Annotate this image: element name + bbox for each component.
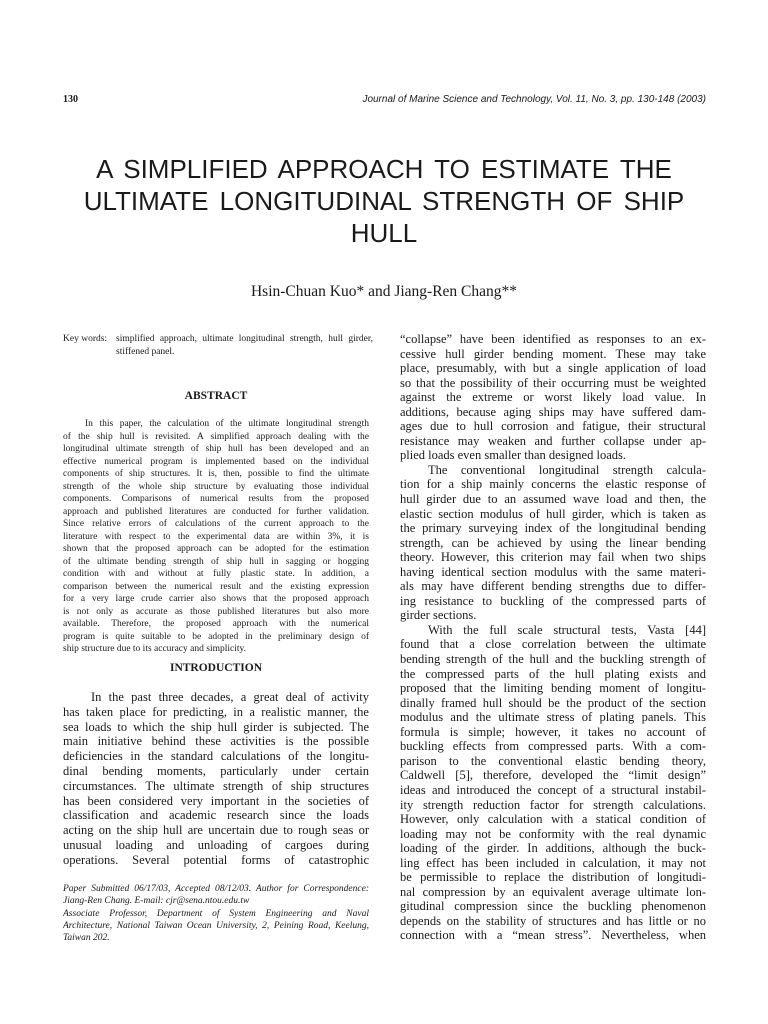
abstract-line: condition with and without at fully plastic state. In addition, a — [63, 569, 369, 579]
body-line: additions, because aging ships may have suffered dam- — [400, 404, 706, 419]
body-line: girder sections. — [400, 608, 477, 623]
abstract-line: for a very large crude carrier also shows that the proposed approach — [63, 594, 369, 604]
keywords-label: Key words: — [63, 334, 108, 344]
body-line: ling effect has been included in calculation, it may not — [400, 855, 706, 870]
journal-header: Journal of Marine Science and Technology, Vol. 11, No. 3, pp. 130-148 (2003) — [362, 94, 706, 105]
footnote-line: Jiang-Ren Chang. E-mail: cjr@sena.ntou.edu.tw — [63, 896, 250, 907]
body-line: depends on the stability of structures and has little or no — [400, 913, 706, 928]
paper-title — [40, 153, 728, 249]
body-line: bending strength of the hull and the buckling strength of — [400, 652, 706, 667]
title-line: HULL — [350, 218, 418, 248]
body-line: classification and academic research since the loads — [63, 808, 369, 823]
introduction-heading: INTRODUCTION — [169, 662, 262, 674]
body-line: loading may not be conformity with the real dynamic — [400, 826, 706, 841]
body-line: However, only calculation with a statical condition of — [400, 812, 706, 827]
body-line: elastic section modulus of hull girder, which is taken as — [400, 506, 706, 521]
abstract-line: ship structure due to its accuracy and simplicity. — [63, 644, 247, 654]
body-line: als may have different bending strengths due to differ- — [400, 579, 706, 594]
body-line: sea loads to which the ship hull girder is subjected. The — [63, 719, 369, 734]
body-line: deficiencies in the standard calculations of the longitu- — [63, 749, 369, 764]
footnote-line: Architecture, National Taiwan Ocean University, 2, Peining Road, Keelung, — [63, 920, 369, 931]
keywords-text — [116, 333, 373, 358]
abstract-line: program is quite suitable to be adopted in the preliminary design of — [63, 631, 369, 642]
abstract-line: available. Therefore, the proposed approach with the numerical — [63, 619, 369, 629]
body-line: connection with a “mean stress”. Nevertheless, when — [400, 928, 706, 943]
body-line: dinal bending moments, particularly under certain — [63, 763, 369, 778]
body-line: dinally framed hull should be the product of the section — [400, 695, 706, 710]
body-line: The conventional longitudinal strength calcula- — [428, 462, 706, 477]
body-line: Caldwell [5], therefore, developed the “limit design” — [400, 768, 706, 783]
footnote-line: Associate Professor, Department of System Engineering and Naval — [63, 908, 369, 919]
abstract-line: comparison between the numerical result and the existing expression — [63, 581, 369, 592]
body-line: circumstances. The ultimate strength of ship structures — [63, 778, 369, 793]
title-line: ULTIMATE LONGITUDINAL STRENGTH OF SHIP — [83, 186, 685, 216]
abstract-line: shown that the proposed approach can be adopted for the estimation — [63, 544, 369, 554]
abstract-body — [63, 418, 369, 656]
body-line: plied loads even smaller than designed loads. — [400, 448, 626, 463]
body-line: strength, can be achieved by using the linear bending — [400, 535, 706, 550]
abstract-line: In this paper, the calculation of the ultimate longitudinal strength — [85, 419, 369, 429]
body-line: place, presumably, with but a single application of load — [400, 361, 706, 376]
footnote-line: Paper Submitted 06/17/03, Accepted 08/12/03. Author for Correspondence: — [63, 884, 369, 894]
body-line: the primary surveying index of the longitudinal bending — [400, 521, 706, 536]
abstract-line: approach and published literatures are conducted for further validation. — [63, 506, 369, 517]
body-line: unusual loading and unloading of cargoes during — [63, 837, 369, 852]
body-line: proposed that the limiting bending moment of longitu- — [400, 681, 706, 696]
footnote — [63, 883, 369, 944]
body-line: hull girder due to an assumed wave load and then, the — [400, 492, 706, 507]
keywords-block — [63, 333, 373, 358]
body-line: has been considered very important in the societies of — [63, 793, 369, 808]
body-line: main initiative behind these activities is the possible — [63, 734, 369, 749]
body-line: ages due to hull corrosion and fatigue, their structural — [400, 419, 706, 434]
abstract-line: components. Comparisons of numerical results from the proposed — [63, 494, 369, 504]
footnote-line: Taiwan 202. — [63, 933, 110, 944]
body-line: against the extreme or worst likely load value. In — [400, 390, 706, 405]
abstract-line: of the ship hull is revisited. A simplified approach dealing with the — [63, 431, 369, 442]
title-line: A SIMPLIFIED APPROACH TO ESTIMATE THE — [96, 154, 672, 184]
abstract-line: is not only as accurate as those published literatures but also more — [63, 606, 369, 617]
abstract-line: Since relative errors of calculations of the current approach to the — [63, 519, 369, 529]
right-column-body — [400, 332, 706, 943]
body-line: the compressed parts of the hull plating exists and — [400, 666, 706, 681]
body-line: operations. Several potential forms of catastrophic — [63, 852, 369, 867]
body-line: loading of the girder. In additions, although the buck- — [400, 841, 706, 856]
body-line: tion for a ship mainly concerns the elastic response of — [400, 477, 706, 492]
body-line: nal compression by an equivalent average ultimate lon- — [400, 884, 706, 899]
body-line: ity strength reduction factor for strength calculations. — [400, 797, 706, 812]
body-line: In the past three decades, a great deal of activity — [91, 690, 369, 704]
body-line: having identical section modulus with the same materi- — [400, 564, 706, 579]
body-line: ideas and introduced the concept of a structural instabil- — [400, 782, 706, 797]
authors: Hsin-Chuan Kuo* and Jiang-Ren Chang** — [250, 283, 518, 300]
body-line: ing resistance to buckling of the compressed parts of — [400, 593, 706, 608]
body-line: resistance may weaken and further collapse under ap- — [400, 433, 706, 448]
abstract-line: effective numerical program is implemented based on the individual — [63, 456, 369, 467]
abstract-line: longitudinal ultimate strength of ship hull has been developed and an — [63, 444, 369, 454]
body-line: formula is simple; however, it takes no account of — [400, 724, 706, 739]
page-number: 130 — [63, 94, 78, 105]
keywords-line: stiffened panel. — [116, 346, 175, 357]
abstract-line: strength of the whole ship structure by evaluating those individual — [63, 481, 369, 492]
body-line: parison to the conventional elastic bending theory, — [400, 753, 706, 768]
body-line: acting on the ship hull are uncertain due to rough seas or — [63, 823, 369, 838]
body-line: With the full scale structural tests, Vasta [44] — [428, 622, 706, 637]
body-line: so that the possibility of their occurring must be weighted — [400, 375, 706, 390]
keywords-line: simplified approach, ultimate longitudinal strength, hull girder, — [116, 334, 373, 344]
body-line: theory. However, this criterion may fail when two ships — [400, 550, 706, 565]
abstract-heading: ABSTRACT — [184, 390, 248, 402]
body-line: “collapse” have been identified as responses to an ex- — [400, 332, 706, 346]
body-line: gitudinal compression since the buckling phenomenon — [400, 899, 706, 914]
body-line: buckling effects from compressed parts. With a com- — [400, 739, 706, 754]
abstract-line: literature with respect to the experimental data are within 3%, it is — [63, 531, 369, 542]
body-line: has taken place for predicting, in a realistic manner, the — [63, 704, 369, 719]
abstract-line: components of ship structures. It is, then, possible to find the ultimate — [63, 469, 369, 479]
body-line: cessive hull girder bending moment. These may take — [400, 346, 706, 361]
body-line: found that a close correlation between the ultimate — [400, 637, 706, 652]
introduction-body — [63, 690, 369, 868]
body-line: be permissible to replace the distribution of longitudi- — [400, 870, 706, 885]
abstract-line: of the ultimate bending strength of ship hull in sagging or hogging — [63, 556, 369, 567]
body-line: modulus and the ultimate stress of plating panels. This — [400, 710, 706, 725]
